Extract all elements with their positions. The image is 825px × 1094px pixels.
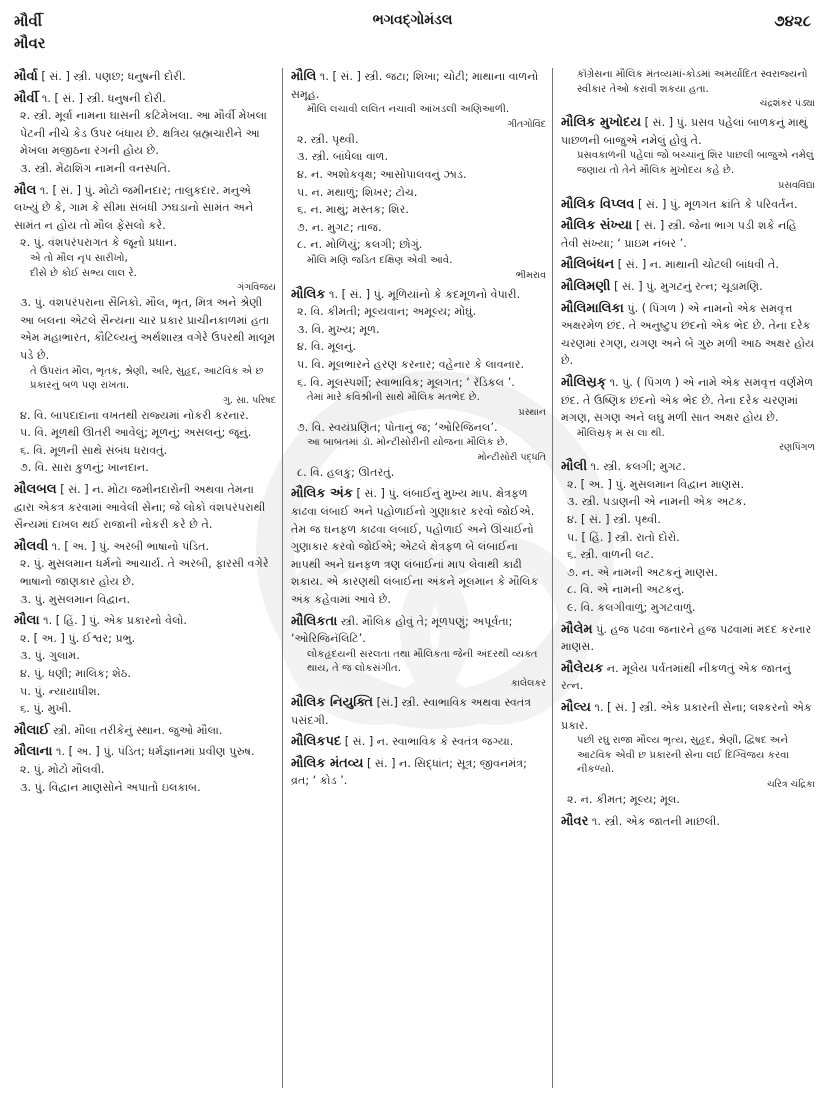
definition-sense: ૯. વિ. કલગીવાળું; મુગટવાળું.	[567, 601, 696, 615]
dictionary-entry	[14, 68, 276, 86]
definition-sense: ૨. પું. વંશપરંપરાગત કે જૂનો પ્રધાન.	[20, 236, 177, 250]
definition-sense: ૩. સ્ત્રી. મેંઢાશિંગ નામની વનસ્પતિ.	[20, 161, 171, 175]
definition-sense: ૭. વિ. સ્વયંપ્રણિત; પોતાનું જ; ‘ઓરિજિનલ’.	[297, 420, 498, 434]
citation-quote: મૌલિ મણિ જડિત દક્ષિણ એવી આવે.	[307, 254, 453, 266]
definition-sense: ૨. ન. કીમત; મૂલ્ય; મૂલ.	[567, 792, 680, 806]
definition-sense: ૭. વિ. સારા કુળનું; ખાનદાન.	[20, 461, 149, 475]
definition: ૧. [ સં. ] સ્ત્રી. ધનુષની દોરી.	[41, 91, 166, 105]
dictionary-entry	[561, 699, 815, 809]
dictionary-entry	[291, 694, 546, 729]
headword: મૌલિક	[291, 286, 326, 302]
entry-first-line	[561, 278, 815, 296]
headword: મૌલ્ય	[561, 700, 591, 715]
definition-sense: ૬. સ્ત્રી. વાળની લટ.	[567, 548, 654, 562]
definition: ન. મૂલેય પર્વતમાંથી નીકળતું એક જાતનું રત્ન.	[561, 661, 791, 693]
definition: [ સં. ] પું. મૂળગત ક્રાંતિ કે પરિવર્તન.	[637, 197, 798, 211]
dictionary-entry	[291, 733, 546, 751]
entry-first-line	[14, 68, 276, 86]
entry-first-line	[291, 286, 546, 304]
citation-quote: કૉંગ્રેસના મૌલિક મંતવ્યમાં-કોડમાં અમર્યાદિત સ્વરાજ્યનો સ્વીકાર તેઓ કરાવી શકયા હતા.	[577, 69, 808, 95]
definition: ૧. [ અ. ] પું. પંડિત; ધર્મજ્ઞાનમાં પ્રવીણ પુરુષ.	[55, 745, 255, 759]
dictionary-entry	[14, 612, 276, 718]
entry-first-line	[561, 699, 815, 734]
definition-sense: ૪. [ સં. ] સ્ત્રી. પૃથ્વી.	[567, 513, 661, 527]
headword: મૌલાના	[14, 744, 53, 760]
headword: મૌલવી	[14, 538, 49, 554]
dictionary-entry	[14, 743, 276, 796]
entry-first-line	[14, 481, 276, 534]
definition: ૧. [ સં. ] સ્ત્રી. જટા; શિખા; ચોટી; માથાના વાળનો સમૂહ.	[291, 70, 539, 101]
headword: મૌલિક મંતવ્ય	[291, 755, 364, 771]
definition-sense: ૬. ન. માથું; મસ્તક; શિર.	[297, 203, 409, 217]
entry-first-line	[561, 217, 815, 252]
citation-source: રણપિંગળ	[779, 442, 815, 454]
definition: સ્ત્રી. મૌલા તરીકેનું સ્થાન. જુઓ મૌલા.	[53, 723, 223, 737]
dictionary-entry	[561, 458, 815, 616]
dictionary-entry	[561, 256, 815, 274]
entry-first-line	[561, 300, 815, 370]
definition-sense: ૫. [ હિં. ] સ્ત્રી. રાતો દોરો.	[567, 530, 680, 544]
definition-sense: ૨. પું. મોટો મૌલવી.	[20, 762, 105, 776]
headword: મૌલિબંધન	[561, 257, 615, 273]
definition: [ સં. ] સ્ત્રી. પણછ; ધનુષની દોરી.	[41, 70, 186, 83]
definition: [ સં. ] ન. માથાની ચોટલી બાંધવી તે.	[617, 258, 779, 272]
dictionary-entry	[561, 660, 815, 695]
citation-quote: લોકહૃદયની સરલતા તથા મૌલિકતા જેની અંદરથી વ્યક્ત થાય, તે જ લોકસંગીત.	[307, 648, 538, 675]
definition-sense: ૭. ન. મુગટ; તાજ.	[297, 220, 382, 234]
citation-quote: એ તો મૌલ નૃપ સારીખો,	[30, 252, 128, 264]
entry-first-line	[561, 256, 815, 274]
citation-source: પ્રસ્થાન	[518, 406, 546, 418]
headword: મૌલિકપદ	[291, 734, 342, 750]
dictionary-entry	[561, 300, 815, 370]
dictionary-entry	[14, 481, 276, 534]
entry-first-line	[561, 458, 815, 476]
definition: ૧. સ્ત્રી. એક જાતની માછલી.	[591, 814, 720, 828]
definition-sense: ૨. પું. મુસલમાન ધર્મનો આચાર્ય. તે અરબી, ફારસી વગેરે ભાષાનો જાણકાર હોય છે.	[20, 557, 269, 589]
citation-source: મોન્ટીસોરી પદ્ધતિ	[477, 451, 546, 463]
entry-first-line	[14, 90, 276, 108]
dictionary-entry	[14, 182, 276, 478]
entry-first-line	[561, 114, 815, 149]
citation-source: ગુ. સા. પરિષદ	[223, 394, 276, 406]
definition-sense: ૪. વિ. મૂલનું.	[297, 340, 356, 354]
headword: મૌલેયક	[561, 660, 604, 676]
entry-first-line	[561, 621, 815, 656]
citation-quote: પ્રસવકાળની પહેલાં જો બચ્ચાંનું શિર પાછલી બાજુએ નમેલું જણાય તો તેને મૌલિક મુખોદય કહે છે.	[577, 150, 814, 176]
definition-sense: ૨. વિ. કીમતી; મૂલ્યવાન; અમૂલ્ય; મોંઘું.	[297, 305, 477, 319]
headword: મૌલબલ	[14, 482, 57, 498]
definition: ૧. [ હિં. ] પું. એક પ્રકારનો વેલો.	[43, 614, 187, 628]
definition-sense: ૮. ન. મોળિયું; કલગી; છોગું.	[297, 238, 423, 252]
entry-first-line	[291, 613, 546, 648]
definition-sense: ૩. વિ. મુખ્ય; મૂળ.	[297, 322, 380, 336]
definition-sense: ૩. પું. મુસલમાન વિદ્વાન.	[20, 592, 131, 606]
headword: મૌલિક અંક	[291, 486, 353, 502]
definition-sense: ૪. પું. ધણી; માલિક; શેઠ.	[20, 667, 131, 680]
headword: મૌલિક વિપ્લવ	[561, 196, 635, 212]
definition-sense: ૩. સ્ત્રી. પડાણની એ નામની એક અટક.	[567, 495, 747, 509]
definition: ૧. [ સં. ] પું. મોટો જમીનદાર; તાલુકદાર. મનુએ લખ્યું છે કે, ગામ કે સીમા સંબંધી ઝઘડાનો સામંત અને સામંત ન હોય તો મૌલ ફેંસલો કરે.	[14, 183, 254, 232]
citation-source: ચંદ્રશંકર પંડ્યા	[759, 98, 815, 110]
definition: [ સં. ] પું. પ્રસવ પહેલાં બાળકનું માથું પાછળની બાજુએ નમેલું હોવું તે.	[561, 116, 808, 147]
citation-quote: દીસે છે કોઈ સભ્ય લાલ રે.	[30, 267, 137, 279]
entry-first-line	[291, 68, 546, 103]
citation-source: ગીતગોવિંદ	[507, 118, 546, 130]
definition-sense: ૩. પું. વિદ્વાન માણસોને અપાતો ઇલકાબ.	[20, 780, 201, 794]
citation-quote: તે ઉપરાંત મૌલ, ભૃતક, શ્રેણી, અરિ, સુહૃદ, આટવિક એ છ પ્રકારનું બળ પણ રાખતા.	[30, 365, 264, 392]
headword: મૌલિમાલિકા	[561, 300, 624, 316]
entry-first-line	[561, 374, 815, 427]
definition: પું. હજ પઢવા જનારને હજ પઢવામાં મદદ કરનાર માણસ.	[561, 622, 812, 654]
dictionary-entry	[14, 722, 276, 740]
dictionary-entry	[291, 485, 546, 608]
definition: [સં.] સ્ત્રી. સ્વાભાવિક અથવા સ્વતંત્ર પસંદગી.	[291, 696, 532, 727]
dictionary-entry	[561, 68, 815, 110]
definition: ૧. [ સં. ] સ્ત્રી. એક પ્રકારની સેના; લશ્કરનો એક પ્રકાર.	[561, 701, 812, 732]
headword: મૌલાઈ	[14, 722, 50, 738]
dictionary-entry	[14, 538, 276, 608]
dictionary-entry	[14, 90, 276, 178]
definition-sense: ૩. પું. ગુલામ.	[20, 649, 80, 663]
entry-first-line	[14, 182, 276, 235]
headword: મૌલા	[14, 613, 40, 629]
headword: મૌલ	[14, 182, 37, 198]
definition-sense: ૫. પું. ન્યાયાધીશ.	[20, 684, 101, 698]
citation-quote: તેમાં મારે કવિશ્રીની સાથે મૌલિક મતભેદ છે.	[307, 392, 480, 404]
definition: ૧. [ સં. ] પું. મૂળિયાંનો કે કંદમૂળનો વેપારી.	[329, 287, 521, 301]
dictionary-entry	[291, 755, 546, 790]
definition-sense: ૫. વિ. મૂળથી ઊતરી આવેલું; મૂળનું; અસલનું; જૂનું.	[20, 426, 252, 440]
entry-first-line	[14, 538, 276, 556]
dictionary-entry	[291, 286, 546, 482]
headword: મૌલિક નિયુક્તિ	[291, 695, 374, 710]
citation-source: કાલેલકર	[510, 678, 546, 689]
definition: [ સં. ] ન. મોટા જમીનદારોની અથવા તેમના દ્વારા એકત્ર કરવામાં આવેલી સેના; જે લોકો વંશપરંપરાથી સૈન્યમાં દાખલ થઈ રાજાની નોકરી કરે છે તે.	[14, 483, 266, 532]
dictionary-entry	[561, 813, 815, 831]
definition: [ સં. ] ન. સ્વાભાવિક કે સ્વતંત્ર જગ્યા.	[344, 735, 514, 749]
citation-quote: મૌલિ લચાવી લલિત નચાવી આંખડલી અણિઆળી.	[307, 104, 510, 116]
guide-word-last: મૌવર	[14, 34, 46, 52]
headword: મૌલી	[561, 459, 588, 475]
entry-first-line	[291, 755, 546, 790]
definition-sense: ૨. [ અ. ] પું. ઈશ્વર; પ્રભુ.	[20, 631, 136, 645]
definition: ૧. સ્ત્રી. કલગી; મુગટ.	[590, 460, 686, 474]
definition: સ્ત્રી. મૌલિક હોવું તે; મૂળપણું; અપૂર્વતા; ‘ઓરિજિનૅલિટિ’.	[291, 614, 513, 646]
dictionary-entry	[291, 613, 546, 690]
entry-first-line	[561, 196, 815, 214]
definition-sense: ૬. પું. મુખી.	[20, 702, 72, 716]
running-title: ભગવદ્ગોમંડલ	[372, 12, 453, 28]
headword: મૌલેમ	[561, 621, 593, 637]
headword: મૌવર	[561, 813, 589, 829]
entry-first-line	[14, 743, 276, 761]
definition-sense: ૨. [ અ. ] પું. મુસલમાન વિદ્વાન માણસ.	[567, 477, 744, 491]
definition: [ સં. ] ન. સિદ્ધાંત; સૂત્ર; જીવનમંત્ર; વ્રત; ‘ કોડ ’.	[291, 756, 527, 788]
citation-source: ભીમરાવ	[515, 269, 546, 281]
citation-source: ચરિત્ર ચંદ્રિકા	[767, 778, 815, 790]
page-header	[14, 12, 811, 54]
definition-sense: ૪. ન. અશોકવૃક્ષ; આસોપાલવનું ઝાડ.	[297, 167, 467, 181]
dictionary-entry	[561, 114, 815, 191]
entry-first-line	[14, 612, 276, 630]
page-number: ૭૪૨૮	[774, 12, 811, 30]
citation-source: પ્રસવવિદ્યા	[778, 179, 815, 191]
citation-quote: પછી રઘુ રાજા મૌલ્ય ભૃત્ય, સુહૃદ, શ્રેણી, દ્વિષદ અને આટવિક એવી છ પ્રકારની સેના લઈ દિગ્વિજય કરવા નીકળ્યો.	[577, 735, 790, 776]
definition-sense: ૬. વિ. મૂલસ્પર્શી; સ્વાભાવિક; મૂલગત; ‘ રૅડિકલ ’.	[297, 375, 515, 389]
dictionary-entry	[561, 278, 815, 296]
definition-sense: ૩. પું. વંશપરંપરાના સૈનિકો. મૌલ, ભૃત, મિત્ર અને શ્રેણી આ બલના એટલે સૈન્યના ચાર પ્રકાર પ્રાચીનકાળમાં હતા એમ મહાભારત, કૌટિલ્યનું અર્થશાસ્ત્ર વગેરે ઉપરથી માલૂમ પડે છે.	[20, 296, 276, 362]
citation-quote: આ બાબતમાં ડૉ. મોન્ટીસોરીની યોજના મૌલિક છે.	[307, 437, 509, 449]
definition-sense: ૨. સ્ત્રી. પૃથ્વી.	[297, 132, 359, 146]
definition: [ સં. ] પું. મુગટનું રત્ન; ચૂડામણિ.	[614, 279, 763, 293]
headword: મૌર્વા	[14, 69, 38, 84]
headword: મૌર્વી	[14, 90, 39, 106]
column-2	[283, 68, 553, 1088]
headword: મૌલિમણી	[561, 278, 611, 294]
definition: ૧. પું. ( પિંગળ ) એ નામે એક સમવૃત્ત વર્ણમેળ છંદ. તે ઉષ્ણિક છંદનો એક ભેદ છે. તેના દરેક ચરણમાં મગણ, સગણ અને લઘુ મળી સાત અક્ષર હોય છે.	[561, 375, 814, 425]
definition-sense: ૫. વિ. મૂલભારને હરણ કરનાર; વહેનાર કે લાવનાર.	[297, 357, 525, 371]
dictionary-columns	[14, 68, 815, 1088]
entry-first-line	[561, 813, 815, 831]
definition: [ સં. ] સ્ત્રી. જેના ભાગ પડી શકે નહિ તેવી સંખ્યા; ‘ પ્રાઇમ નંબર ’.	[561, 219, 797, 250]
headword: મૌલિકતા	[291, 613, 338, 629]
definition-sense: ૪. વિ. બાપદાદાના વખતથી રાજ્યમાં નોકરી કરનાર.	[20, 408, 249, 422]
column-3	[553, 68, 815, 1088]
guide-word-first: મૌર્વી	[14, 12, 43, 30]
headword: મૌલિસ્રક્	[561, 374, 606, 390]
dictionary-entry	[561, 217, 815, 252]
definition: [ સં. ] પું. લંબાઈનું મુખ્ય માપ. ક્ષેત્રફળ કાઢવા લંબાઈ અને પહોળાઈનો ગુણાકાર કરવો જોઈએ. તેમ જ ઘનફળ કાઢવા લંબાઈ, પહોળાઈ અને ઊંચાઈનો ગુણાકાર કરવો જોઈએ; એટલે ક્ષેત્રફળ બે લંબાઈના માપથી અને ઘનફળ ત્રણ લંબાઈનાં માપ લેવાથી કાઢી શકાય. એ કારણથી લંબાઈના અંકને મૂલમાન કે મૌલિક અંક કહેવામાં આવે છે.	[291, 487, 539, 607]
entry-first-line	[291, 733, 546, 751]
entry-first-line	[14, 722, 276, 740]
definition-sense: ૩. સ્ત્રી. બાંધેલા વાળ.	[297, 150, 389, 164]
definition: ૧. [ અ. ] પું. અરબી ભાષાનો પંડિત.	[51, 539, 210, 553]
definition-sense: ૮. વિ. હલકું; ઊતરતું.	[297, 465, 395, 479]
definition-sense: ૮. વિ. એ નામની અટકનું.	[567, 583, 685, 597]
definition: પું. ( પિંગળ ) એ નામનો એક સમવૃત્ત અક્ષરમેળ છંદ. તે અનુષ્ટુપ છંદનો એક ભેદ છે. તેના દરેક ચરણમાં રગણ, યગણ અને બે ગુરુ મળી આઠ અક્ષર હોય છે.	[561, 301, 815, 368]
definition-sense: ૬. વિ. મૂળની સાથે સંબંધ ધરાવતું.	[20, 443, 168, 457]
headword: મૌલિક મુખોદય	[561, 115, 642, 131]
headword: મૌલિ	[291, 69, 317, 84]
entry-first-line	[291, 485, 546, 608]
dictionary-entry	[561, 621, 815, 656]
dictionary-entry	[561, 374, 815, 454]
column-1	[14, 68, 283, 1088]
dictionary-entry	[561, 196, 815, 214]
definition-sense: ૭. ન. એ નામની અટકનું માણસ.	[567, 565, 718, 579]
citation-quote: મૌલિસ્રક્ મ સ લા થી.	[577, 427, 665, 439]
dictionary-entry	[291, 68, 546, 282]
definition-sense: ૫. ન. મથાળું; શિખર; ટોચ.	[297, 185, 418, 199]
entry-first-line	[561, 660, 815, 695]
definition-sense: ૨. સ્ત્રી. મૂર્વા નામના ઘાસની કટિમેખલા. આ મૌર્વી મેખલા પેટની નીચે કેડ ઉપર બંધાય છે. ક્ષત્રિય બ્રહ્મચારીને આ મેખલા મજીઠના રંગની હોય છે.	[20, 109, 267, 158]
entry-first-line	[291, 694, 546, 729]
citation-source: ગંગવિજય	[237, 282, 276, 294]
headword: મૌલિક સંખ્યા	[561, 218, 633, 234]
